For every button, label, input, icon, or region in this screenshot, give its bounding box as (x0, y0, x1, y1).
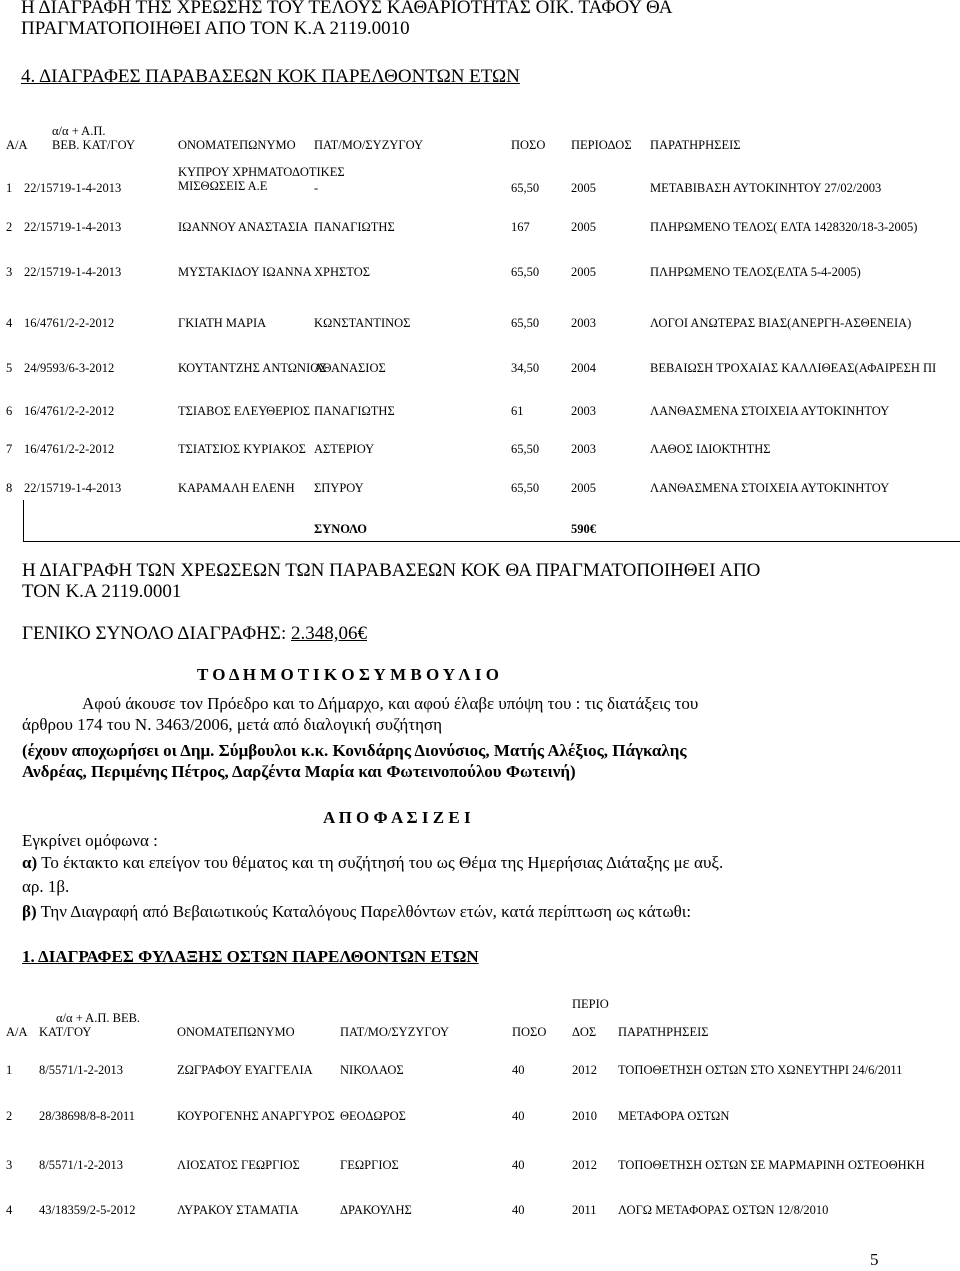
t1-row-aa: 2 (6, 220, 13, 234)
t1-row1-name-line2: ΜΙΣΘΩΣΕΙΣ Α.Ε (178, 179, 268, 193)
t2-row-period: 2010 (572, 1109, 597, 1123)
t1-header-notes: ΠΑΡΑΤΗΡΗΣΕΙΣ (650, 138, 741, 152)
council-title: Τ Ο Δ Η Μ Ο Τ Ι Κ Ο Σ Υ Μ Β Ο Υ Λ Ι Ο (197, 665, 499, 684)
t1-row-amount: 65,50 (511, 265, 540, 279)
t2-row-ref: 28/38698/8-8-2011 (39, 1109, 136, 1123)
t1-row-period: 2004 (571, 361, 596, 375)
t2-row-notes: ΛΟΓΩ ΜΕΤΑΦΟΡΑΣ ΟΣΤΩΝ 12/8/2010 (618, 1203, 829, 1217)
t2-row-name: ΛΥΡΑΚΟΥ ΣΤΑΜΑΤΙΑ (177, 1203, 299, 1217)
t1-header-ref-line2: ΒΕΒ. ΚΑΤ/ΓΟΥ (52, 138, 136, 152)
kok-note-line1: Η ΔΙΑΓΡΑΦΗ ΤΩΝ ΧΡΕΩΣΕΩΝ ΤΩΝ ΠΑΡΑΒΑΣΕΩΝ ΚΟΚ ΘΑ ΠΡΑΓΜΑΤΟΠΟΙΗΘΕΙ ΑΠΟ (22, 560, 761, 581)
t2-row-period: 2012 (572, 1063, 597, 1077)
t1-row-aa: 4 (6, 316, 13, 330)
t1-row-ref: 22/15719-1-4-2013 (24, 265, 122, 279)
t1-row-amount: 34,50 (511, 361, 540, 375)
t2-row-amount: 40 (512, 1109, 525, 1123)
t2-header-ref-line2: ΚΑΤ/ΓΟΥ (39, 1025, 92, 1039)
kok-note-line2: ΤΟΝ Κ.Α 2119.0001 (22, 581, 182, 602)
decision-a-text: Το έκτακτο και επείγον του θέματος και τη συζήτησή του ως Θέμα της Ημερήσιας Διάταξης με αυξ. (37, 853, 724, 872)
t1-row1-name-line1: ΚΥΠΡΟΥ ΧΡΗΜΑΤΟΔΟΤΙΚΕΣ (178, 165, 345, 179)
t2-header-notes: ΠΑΡΑΤΗΡΗΣΕΙΣ (618, 1025, 709, 1039)
t1-row-father: ΑΘΑΝΑΣΙΟΣ (314, 361, 386, 375)
t1-row-name: ΙΩΑΝΝΟΥ ΑΝΑΣΤΑΣΙΑ (178, 220, 309, 234)
t1-row-father: ΠΑΝΑΓΙΩΤΗΣ (314, 404, 395, 418)
t2-row-notes: ΜΕΤΑΦΟΡΑ ΟΣΤΩΝ (618, 1109, 730, 1123)
t1-row-notes: ΒΕΒΑΙΩΣΗ ΤΡΟΧΑΙΑΣ ΚΑΛΛΙΘΕΑΣ(ΑΦΑΙΡΕΣΗ ΠΙ (650, 361, 937, 375)
t1-row1-notes: ΜΕΤΑΒΙΒΑΣΗ ΑΥΤΟΚΙΝΗΤΟΥ 27/02/2003 (650, 181, 882, 195)
t2-header-amount: ΠΟΣΟ (512, 1025, 547, 1039)
t1-row-aa: 8 (6, 481, 13, 495)
t1-row-period: 2003 (571, 316, 596, 330)
decision-b-label: β) (22, 902, 37, 921)
t1-header-aa: Α/Α (6, 138, 28, 152)
t2-row-aa: 2 (6, 1109, 13, 1123)
t2-header-aa: Α/Α (6, 1025, 28, 1039)
t1-header-amount: ΠΟΣΟ (511, 138, 546, 152)
t2-row-ref: 8/5571/1-2-2013 (39, 1063, 124, 1077)
t1-row-aa: 7 (6, 442, 13, 456)
t2-row-aa: 1 (6, 1063, 13, 1077)
section4-title: 4. ΔΙΑΓΡΑΦΕΣ ΠΑΡΑΒΑΣΕΩΝ ΚΟΚ ΠΑΡΕΛΘΟΝΤΩΝ ΕΤΩΝ (21, 66, 520, 87)
t1-row-aa: 5 (6, 361, 13, 375)
t2-row-amount: 40 (512, 1203, 525, 1217)
t1-row-amount: 65,50 (511, 481, 540, 495)
t1-row-name: ΜΥΣΤΑΚΙΔΟΥ ΙΩΑΝΝΑ (178, 265, 312, 279)
total-box-left-border (23, 500, 24, 542)
t1-row-amount: 167 (511, 220, 530, 234)
t1-row-name: ΚΑΡΑΜΑΛΗ ΕΛΕΝΗ (178, 481, 295, 495)
t1-row-amount: 65,50 (511, 442, 540, 456)
t1-row-amount: 65,50 (511, 316, 540, 330)
t1-row-ref: 22/15719-1-4-2013 (24, 481, 122, 495)
total-value: 590€ (571, 522, 596, 536)
t1-row-father: ΠΑΝΑΓΙΩΤΗΣ (314, 220, 395, 234)
t1-row1-father: - (314, 181, 319, 195)
t1-row-ref: 22/15719-1-4-2013 (24, 220, 122, 234)
t1-row-father: ΚΩΝΣΤΑΝΤΙΝΟΣ (314, 316, 411, 330)
decision-a-line1 (22, 853, 723, 873)
t1-row-period: 2005 (571, 220, 596, 234)
t1-row-ref: 24/9593/6-3-2012 (24, 361, 115, 375)
t2-row-aa: 3 (6, 1158, 13, 1172)
decision-a-label: α) (22, 853, 38, 872)
t2-row-father: ΘΕΟΔΩΡΟΣ (340, 1109, 406, 1123)
t1-row-name: ΚΟΥΤΑΝΤΖΗΣ ΑΝΤΩΝΙΟΣ (178, 361, 327, 375)
council-absent-line1: (έχουν αποχωρήσει οι Δημ. Σύμβουλοι κ.κ. Κονιδάρης Διονύσιος, Ματής Αλέξιος, Πάγκαλης (22, 741, 687, 760)
t1-row-notes: ΠΛΗΡΩΜΕΝΟ ΤΕΛΟΣ( ΕΛΤΑ 1428320/18-3-2005) (650, 220, 918, 234)
t1-row-notes: ΛΑΘΟΣ ΙΔΙΟΚΤΗΤΗΣ (650, 442, 771, 456)
t1-row-amount: 61 (511, 404, 524, 418)
t2-row-ref: 43/18359/2-5-2012 (39, 1203, 136, 1217)
t2-row-notes: ΤΟΠΟΘΕΤΗΣΗ ΟΣΤΩΝ ΣΤΟ ΧΩΝΕΥΤΗΡΙ 24/6/2011 (618, 1063, 903, 1077)
t1-row-notes: ΛΟΓΟΙ ΑΝΩΤΕΡΑΣ ΒΙΑΣ(ΑΝΕΡΓΗ-ΑΣΘΕΝΕΙΑ) (650, 316, 912, 330)
t2-header-father: ΠΑΤ/ΜΟ/ΣΥΖΥΓΟΥ (340, 1025, 450, 1039)
t1-row-ref: 16/4761/2-2-2012 (24, 404, 115, 418)
t1-row-notes: ΛΑΝΘΑΣΜΕΝΑ ΣΤΟΙΧΕΙΑ ΑΥΤΟΚΙΝΗΤΟΥ (650, 481, 890, 495)
t1-row-period: 2003 (571, 404, 596, 418)
t1-row-name: ΓΚΙΑΤΗ ΜΑΡΙΑ (178, 316, 267, 330)
t1-row1-ref: 22/15719-1-4-2013 (24, 181, 122, 195)
t1-row1-period: 2005 (571, 181, 596, 195)
t2-row-ref: 8/5571/1-2-2013 (39, 1158, 124, 1172)
t2-header-period-line2: ΔΟΣ (572, 1025, 597, 1039)
t2-header-period-line1: ΠΕΡΙΟ (572, 997, 609, 1011)
t2-row-father: ΔΡΑΚΟΥΛΗΣ (340, 1203, 412, 1217)
t1-row-name: ΤΣΙΑΒΟΣ ΕΛΕΥΘΕΡΙΟΣ (178, 404, 311, 418)
t2-row-notes: ΤΟΠΟΘΕΤΗΣΗ ΟΣΤΩΝ ΣΕ ΜΑΡΜΑΡΙΝΗ ΟΣΤΕΟΘΗΚΗ (618, 1158, 925, 1172)
t2-row-amount: 40 (512, 1063, 525, 1077)
council-p1-line2: άρθρου 174 του Ν. 3463/2006, μετά από διαλογική συζήτηση (22, 715, 443, 734)
t2-row-name: ΛΙΟΣΑΤΟΣ ΓΕΩΡΓΙΟΣ (177, 1158, 300, 1172)
t1-header-period: ΠΕΡΙΟΔΟΣ (571, 138, 632, 152)
t1-row-notes: ΛΑΝΘΑΣΜΕΝΑ ΣΤΟΙΧΕΙΑ ΑΥΤΟΚΙΝΗΤΟΥ (650, 404, 890, 418)
t1-row-period: 2005 (571, 481, 596, 495)
grand-total (22, 624, 367, 644)
t2-row-period: 2011 (572, 1203, 597, 1217)
t1-row1-aa: 1 (6, 181, 13, 195)
grand-total-value: 2.348,06€ (291, 623, 367, 644)
decision-unanimous: Εγκρίνει ομόφωνα : (22, 831, 158, 850)
section1-title: 1. ΔΙΑΓΡΑΦΕΣ ΦΥΛΑΞΗΣ ΟΣΤΩΝ ΠΑΡΕΛΘΟΝΤΩΝ ΕΤΩΝ (22, 947, 479, 966)
t2-row-name: ΚΟΥΡΟΓΕΝΗΣ ΑΝΑΡΓΥΡΟΣ (177, 1109, 335, 1123)
t1-header-ref-line1: α/α + Α.Π. (52, 124, 106, 138)
t1-row-father: ΣΠΥΡΟΥ (314, 481, 364, 495)
t1-row-period: 2003 (571, 442, 596, 456)
decision-b-text: Την Διαγραφή από Βεβαιωτικούς Καταλόγους Παρελθόντων ετών, κατά περίπτωση ως κάτωθι: (36, 902, 692, 921)
total-label: ΣΥΝΟΛΟ (314, 522, 367, 536)
total-box-bottom-border (23, 541, 960, 542)
t1-row-ref: 16/4761/2-2-2012 (24, 442, 115, 456)
t1-row-aa: 6 (6, 404, 13, 418)
t1-row1-amount: 65,50 (511, 181, 540, 195)
t2-row-father: ΝΙΚΟΛΑΟΣ (340, 1063, 404, 1077)
t2-row-name: ΖΩΓΡΑΦΟΥ ΕΥΑΓΓΕΛΙΑ (177, 1063, 313, 1077)
t1-row-aa: 3 (6, 265, 13, 279)
t1-row-name: ΤΣΙΑΤΣΙΟΣ ΚΥΡΙΑΚΟΣ (178, 442, 306, 456)
grand-total-label: ΓΕΝΙΚΟ ΣΥΝΟΛΟ ΔΙΑΓΡΑΦΗΣ: (22, 623, 287, 644)
t1-row-father: ΧΡΗΣΤΟΣ (314, 265, 370, 279)
t1-header-father: ΠΑΤ/ΜΟ/ΣΥΖΥΓΟΥ (314, 138, 424, 152)
t1-header-name: ΟΝΟΜΑΤΕΠΩΝΥΜΟ (178, 138, 296, 152)
t2-header-ref-line1: α/α + Α.Π. ΒΕΒ. (56, 1011, 141, 1025)
council-p1-line1: Αφού άκουσε τον Πρόεδρο και το Δήμαρχο, και αφού έλαβε υπόψη του : τις διατάξεις του (82, 694, 699, 713)
t2-row-period: 2012 (572, 1158, 597, 1172)
decision-a-line2: αρ. 1β. (22, 877, 70, 896)
t2-row-amount: 40 (512, 1158, 525, 1172)
t1-row-ref: 16/4761/2-2-2012 (24, 316, 115, 330)
t2-row-father: ΓΕΩΡΓΙΟΣ (340, 1158, 399, 1172)
top-heading-line1: Η ΔΙΑΓΡΑΦΗ ΤΗΣ ΧΡΕΩΣΗΣ ΤΟΥ ΤΕΛΟΥΣ ΚΑΘΑΡΙΟΤΗΤΑΣ ΟΙΚ. ΤΑΦΟΥ ΘΑ (21, 0, 673, 18)
t2-header-name: ΟΝΟΜΑΤΕΠΩΝΥΜΟ (177, 1025, 295, 1039)
council-absent-line2: Ανδρέας, Περιμένης Πέτρος, Δαρζέντα Μαρία και Φωτεινοπούλου Φωτεινή) (22, 762, 576, 781)
t1-row-notes: ΠΛΗΡΩΜΕΝΟ ΤΕΛΟΣ(ΕΛΤΑ 5-4-2005) (650, 265, 861, 279)
page-number: 5 (870, 1250, 879, 1269)
t2-row-aa: 4 (6, 1203, 13, 1217)
decision-b-line1 (22, 902, 691, 922)
top-heading-line2: ΠΡΑΓΜΑΤΟΠΟΙΗΘΕΙ ΑΠΟ ΤΟΝ Κ.Α 2119.0010 (21, 18, 410, 39)
t1-row-period: 2005 (571, 265, 596, 279)
decision-title: Α Π Ο Φ Α Σ Ι Ζ Ε Ι (323, 808, 471, 827)
t1-row-father: ΑΣΤΕΡΙΟΥ (314, 442, 375, 456)
